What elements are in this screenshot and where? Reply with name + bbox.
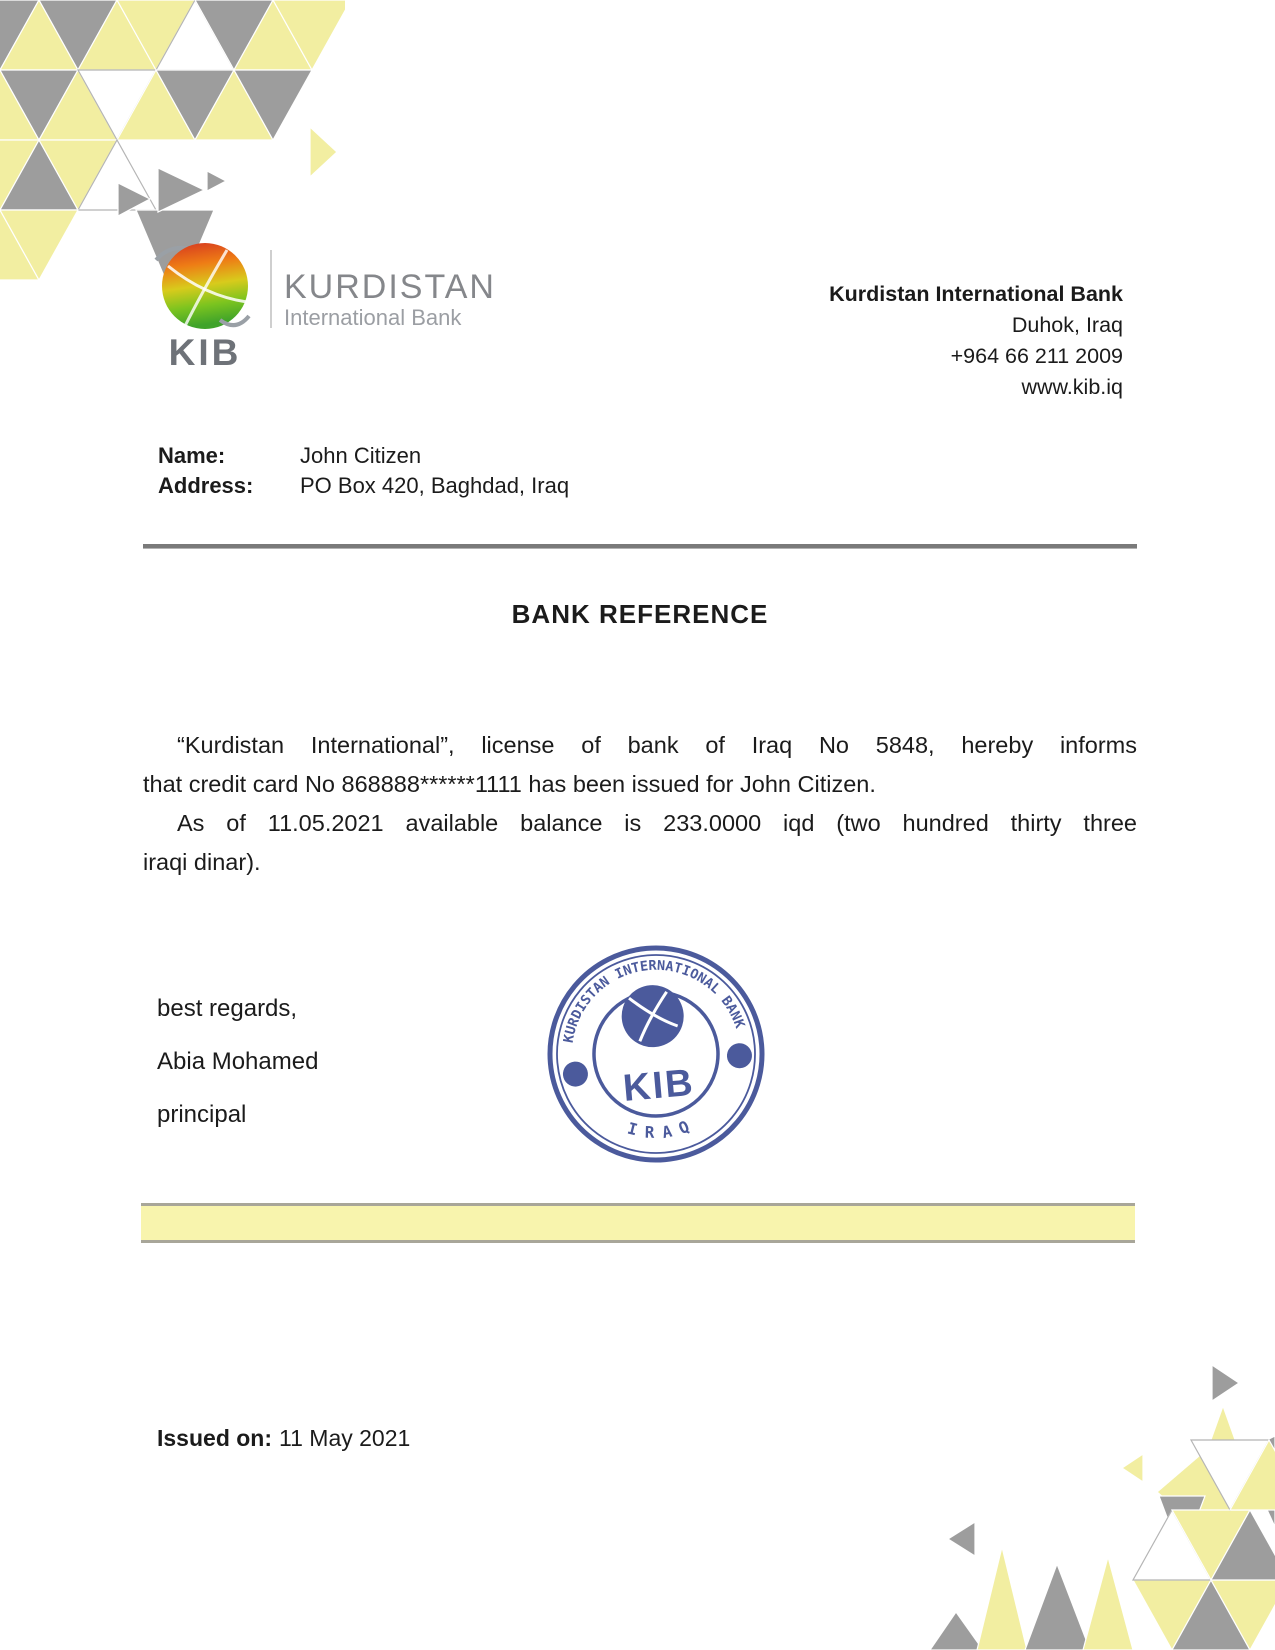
bank-website: www.kib.iq xyxy=(1021,375,1123,399)
kib-globe-icon xyxy=(150,236,260,336)
svg-text:IRAQ xyxy=(624,1113,701,1146)
recipient-block xyxy=(158,441,569,501)
bank-contact-block xyxy=(829,279,1123,403)
signer-name: Abia Mohamed xyxy=(157,1048,319,1075)
name-value: John Citizen xyxy=(300,443,422,468)
address-value: PO Box 420, Baghdad, Iraq xyxy=(300,473,570,498)
issued-on-date: 11 May 2021 xyxy=(279,1425,411,1451)
name-label: Name: xyxy=(158,443,226,468)
body-line: iraqi dinar). xyxy=(143,849,261,875)
signature-block xyxy=(157,995,318,1128)
logo-separator xyxy=(270,250,272,328)
bank-city: Duhok, Iraq xyxy=(1011,313,1123,337)
signer-role: principal xyxy=(157,1101,247,1128)
logo-block xyxy=(150,236,496,371)
brand-name: KURDISTAN xyxy=(284,268,496,306)
issued-on-label: Issued on: xyxy=(157,1425,273,1451)
brand-subtitle: International Bank xyxy=(284,305,462,330)
logo-kib-text: KIB xyxy=(168,332,242,373)
stamp-iraq-text: IRAQ xyxy=(625,1113,701,1143)
stamp-kib-text: KIB xyxy=(621,1061,697,1110)
address-label: Address: xyxy=(158,473,254,498)
body-line: As of 11.05.2021 available balance is 233.0000 iqd (two hundred thirty three xyxy=(177,810,1137,836)
stamp-right-dot xyxy=(726,1042,753,1069)
letter-body xyxy=(143,726,1137,882)
footer-accent-bar xyxy=(141,1203,1135,1243)
stamp-ring-text: KURDISTAN INTERNATIONAL BANK xyxy=(560,957,748,1045)
header-divider-rule xyxy=(143,544,1137,549)
bank-phone: +964 66 211 2009 xyxy=(950,344,1123,368)
bank-stamp xyxy=(538,936,774,1172)
body-line: that credit card No 868888******1111 has been issued for John Citizen. xyxy=(143,771,876,797)
issued-on-row xyxy=(157,1425,410,1452)
bank-name: Kurdistan International Bank xyxy=(829,282,1123,306)
stamp-left-dot xyxy=(562,1061,589,1088)
closing-text: best regards, xyxy=(157,995,298,1022)
recipient-address-row xyxy=(158,471,569,501)
body-line: “Kurdistan International”, license of bank of Iraq No 5848, hereby informs xyxy=(177,732,1137,758)
triangle-mosaic-bottom-right xyxy=(875,1265,1275,1650)
document-title: BANK REFERENCE xyxy=(511,599,769,629)
recipient-name-row xyxy=(158,441,569,471)
